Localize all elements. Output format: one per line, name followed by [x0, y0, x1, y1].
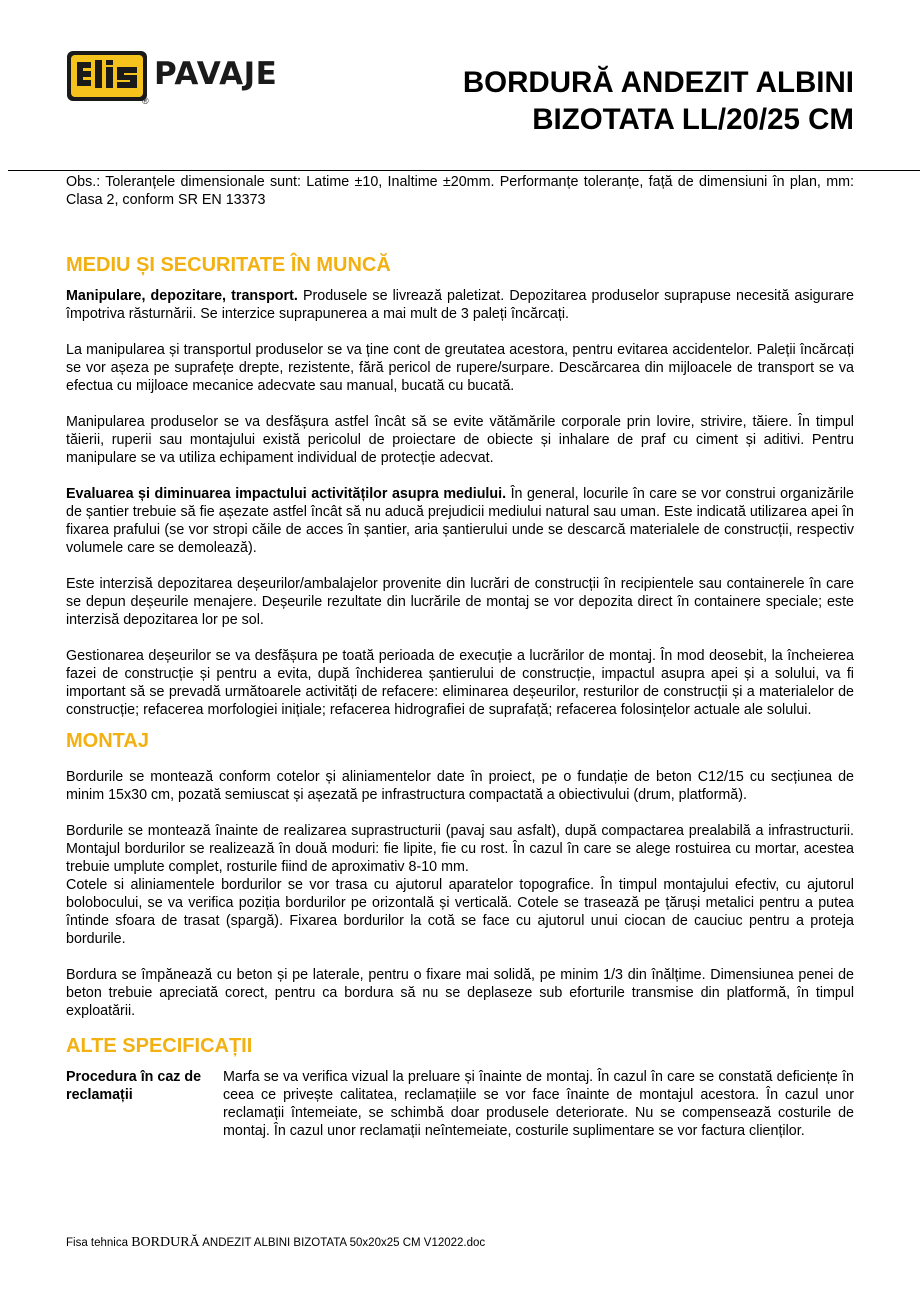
paragraph-deseuri: Este interzisă depozitarea deșeurilor/ambalajelor provenite din lucrări de construcții în recipientele sau containerele în care se depun deșeurile menajere. Deșeurile rezultate din lucrările de montaj se vor depozita direct în containere speciale; este interzisă depozitarea lor pe sol. [66, 576, 854, 628]
footer-prefix: Fisa tehnica [66, 1237, 132, 1249]
paragraph-montaj-1: Bordurile se montează conform cotelor și aliniamentelor date în proiect, pe o fundație de beton C12/15 cu secțiunea de minim 15x30 cm, pozată semiuscat și așezată pe infrastructura compactată a obiectivului (drum, platformă). [66, 769, 854, 803]
paragraph-manipulare-bold: Manipulare, depozitare, transport. [66, 288, 298, 304]
document-title [463, 64, 854, 138]
heading-alte-specificatii: ALTE SPECIFICAȚII [66, 1035, 253, 1057]
paragraph-montaj-4: Bordura se împănează cu beton și pe laterale, pentru o fixare mai solidă, pe minim 1/3 din înălțime. Dimensiunea penei de beton trebuie apreciată corect, pentru ca bordura să nu se deplaseze sub eforturile transmise din platformă, în timpul exploatării. [66, 967, 854, 1019]
spec-row-reclamatii [66, 1068, 854, 1140]
spec-label: Procedura în caz de reclamații [66, 1069, 202, 1103]
paragraph-transport: La manipularea și transportul produselor se va ține cont de greutatea acestora, pentru evitarea accidentelor. Paleții încărcați se vor așeza pe suprafețe drepte, rezistente, fără pericol de rupere/surpare. Descărcarea din mijloacele de transport se va efectua cu mijloace mecanice adecvate sau manual, bucată cu bucată. [66, 342, 854, 394]
elis-logo-mark [66, 48, 148, 104]
document-body [66, 173, 854, 1140]
spec-text: Marfa se va verifica vizual la preluare și înainte de montaj. În cazul în care se constată deficiențe în ceea ce privește calitatea, reclamațiile se vor face înainte de montajul acestora. În cazul unor reclamații întemeiate, se schimbă doar produsele deteriorate. Nu se compensează costurile de montaj. În cazul unor reclamații neîntemeiate, costurile suplimentare se vor factura clienților. [223, 1069, 854, 1139]
logo-text: PAVAJE [154, 56, 278, 92]
observation-note: Obs.: Toleranțele dimensionale sunt: Latime ±10, Inaltime ±20mm. Performanțe toleranțe, față de dimensiuni în plan, mm: Clasa 2, conform SR EN 13373 [66, 174, 854, 208]
paragraph-evaluare-text: În general, locurile în care se vor construi organizările de șantier trebuie să fie așezate astfel încât să nu aducă prejudicii mediului natural sau uman. Este indicată utilizarea apei în fixarea prafului (se vor stropi căile de acces în șantier, aria șantierului unde se descarcă materialele de construcții, respectiv volumele care se demolează). [66, 486, 854, 556]
footer-product: BORDURĂ [131, 1235, 200, 1250]
document-footer [66, 1236, 485, 1250]
paragraph-evaluare [66, 485, 854, 557]
header-divider [8, 170, 920, 171]
paragraph-montaj-3: Cotele si aliniamentele bordurilor se vor trasa cu ajutorul aparatelor topografice. În timpul montajului efectiv, cu ajutorul bolobocului, se va verifica poziția bordurilor pe orizontală și verticală. Cotele se trasează pe țăruși metalici pentru a putea întinde sfoara de trasat (spargă). Fixarea bordurilor la cotă se face cu ajutorul unui ciocan de cauciuc pentru a proteja bordurile. [66, 877, 854, 947]
heading-montaj: MONTAJ [66, 730, 149, 752]
paragraph-manipulare [66, 287, 854, 323]
heading-mediu: MEDIU ȘI SECURITATE ÎN MUNCĂ [66, 254, 391, 276]
title-line-1: BORDURĂ ANDEZIT ALBINI [462, 66, 854, 99]
paragraph-montaj-2: Bordurile se montează înainte de realizarea suprastructurii (pavaj sau asfalt), după compactarea prealabilă a infrastructurii. Montajul bordurilor se realizează în două moduri: fie lipite, fie cu rost. În cazul în care se alege rostuirea cu mortar, acestea trebuie umplute complet, rosturile fiind de aproximativ 8-10 mm. [66, 823, 854, 875]
paragraph-manipulare-text: Produsele se livrează paletizat. Depozitarea produselor suprapuse necesită asigurare împotriva răsturnării. Se interzice suprapunerea a mai mult de 3 paleți încărcați. [66, 288, 854, 322]
company-logo [66, 48, 277, 104]
paragraph-protectie: Manipularea produselor se va desfășura astfel încât să se evite vătămările corporale prin lovire, strivire, tăiere. În timpul tăierii, ruperii sau montajului există pericolul de proiectare de obiecte și inhalare de praf cu ciment și aditivi. Pentru manipulare se va utiliza echipament individual de protecție adecvat. [66, 414, 854, 466]
document-header [0, 0, 920, 172]
paragraph-gestionare: Gestionarea deșeurilor se va desfășura pe toată perioada de execuție a lucrărilor de montaj. În mod deosebit, la încheierea fazei de construcție și pentru a evita, după închiderea șantierului de construcție, impactul asupra apei și a solului, va fi important să se prevadă următoarele activități de refacere: eliminarea deșeurilor, resturilor de construcții și a materialelor de construcție; refacerea morfologiei inițiale; refacerea hidrografiei de suprafață; refacerea folosințelor actuale ale solului. [66, 648, 854, 718]
title-line-2: BIZOTATA LL/20/25 CM [532, 103, 854, 136]
registered-mark: ® [142, 96, 149, 106]
footer-rest: ANDEZIT ALBINI BIZOTATA 50x20x25 CM V12022.doc [199, 1237, 486, 1249]
paragraph-evaluare-bold: Evaluarea și diminuarea impactului activităților asupra mediului. [66, 486, 507, 502]
